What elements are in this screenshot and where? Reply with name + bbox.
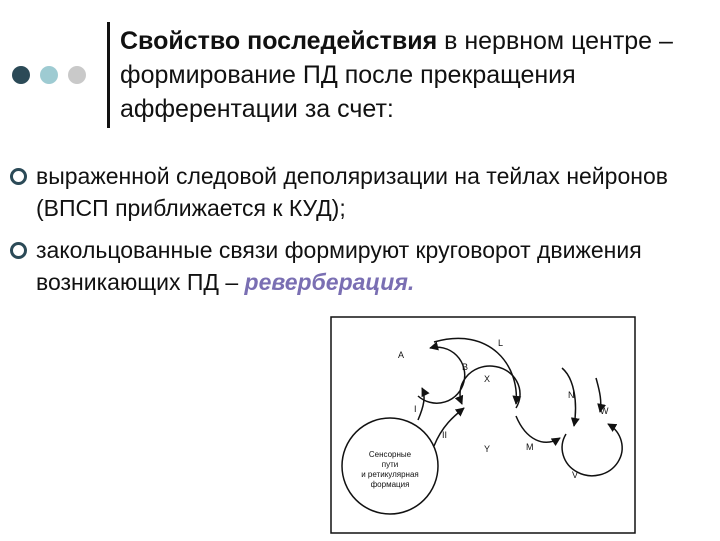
circle-line-3: и ретикулярная bbox=[361, 470, 419, 479]
bullet-2-accent: реверберация. bbox=[244, 269, 415, 295]
label-i: I bbox=[414, 404, 417, 414]
label-y: Y bbox=[484, 444, 491, 454]
title-bold: Свойство последействия bbox=[120, 27, 438, 55]
diagram-svg bbox=[330, 316, 636, 536]
path-ii bbox=[434, 408, 464, 446]
bullet-2-text: закольцованные связи формируют круговорот движения возникающих ПД – bbox=[36, 237, 642, 295]
path-m bbox=[516, 416, 560, 442]
label-w: W bbox=[600, 406, 609, 416]
bullet-ring-icon bbox=[10, 168, 27, 185]
reverberation-diagram bbox=[330, 316, 636, 536]
loop-ab bbox=[418, 347, 465, 403]
bullet-item-1 bbox=[10, 160, 710, 224]
label-n: N bbox=[568, 390, 575, 400]
circle-line-1: Сенсорные bbox=[368, 450, 412, 459]
path-i bbox=[418, 388, 424, 420]
label-x: X bbox=[484, 374, 491, 384]
dot-dark bbox=[12, 66, 30, 84]
dot-gray bbox=[68, 66, 86, 84]
label-l: L bbox=[498, 338, 504, 348]
loop-wv bbox=[562, 424, 622, 476]
dot-teal bbox=[40, 66, 58, 84]
circle-line-2: пути bbox=[381, 460, 399, 469]
decorative-dots bbox=[12, 66, 86, 84]
label-ii: II bbox=[442, 430, 448, 440]
label-v: V bbox=[572, 470, 579, 480]
label-m: M bbox=[526, 442, 534, 452]
bullet-1-text: выраженной следовой деполяризации на тейлах нейронов (ВПСП приближается к КУД); bbox=[36, 163, 668, 221]
title-rest: в нервном центре – формирование ПД после прекращения афферентации за счет: bbox=[120, 27, 673, 123]
title-divider bbox=[107, 22, 110, 128]
diagram-frame bbox=[331, 317, 635, 533]
circle-line-4: формация bbox=[370, 480, 410, 489]
label-b: B bbox=[462, 362, 469, 372]
label-a: A bbox=[398, 350, 405, 360]
slide-title bbox=[120, 24, 710, 126]
bullet-ring-icon bbox=[10, 242, 27, 259]
bullet-item-2 bbox=[10, 234, 710, 298]
bullet-list bbox=[10, 160, 710, 308]
